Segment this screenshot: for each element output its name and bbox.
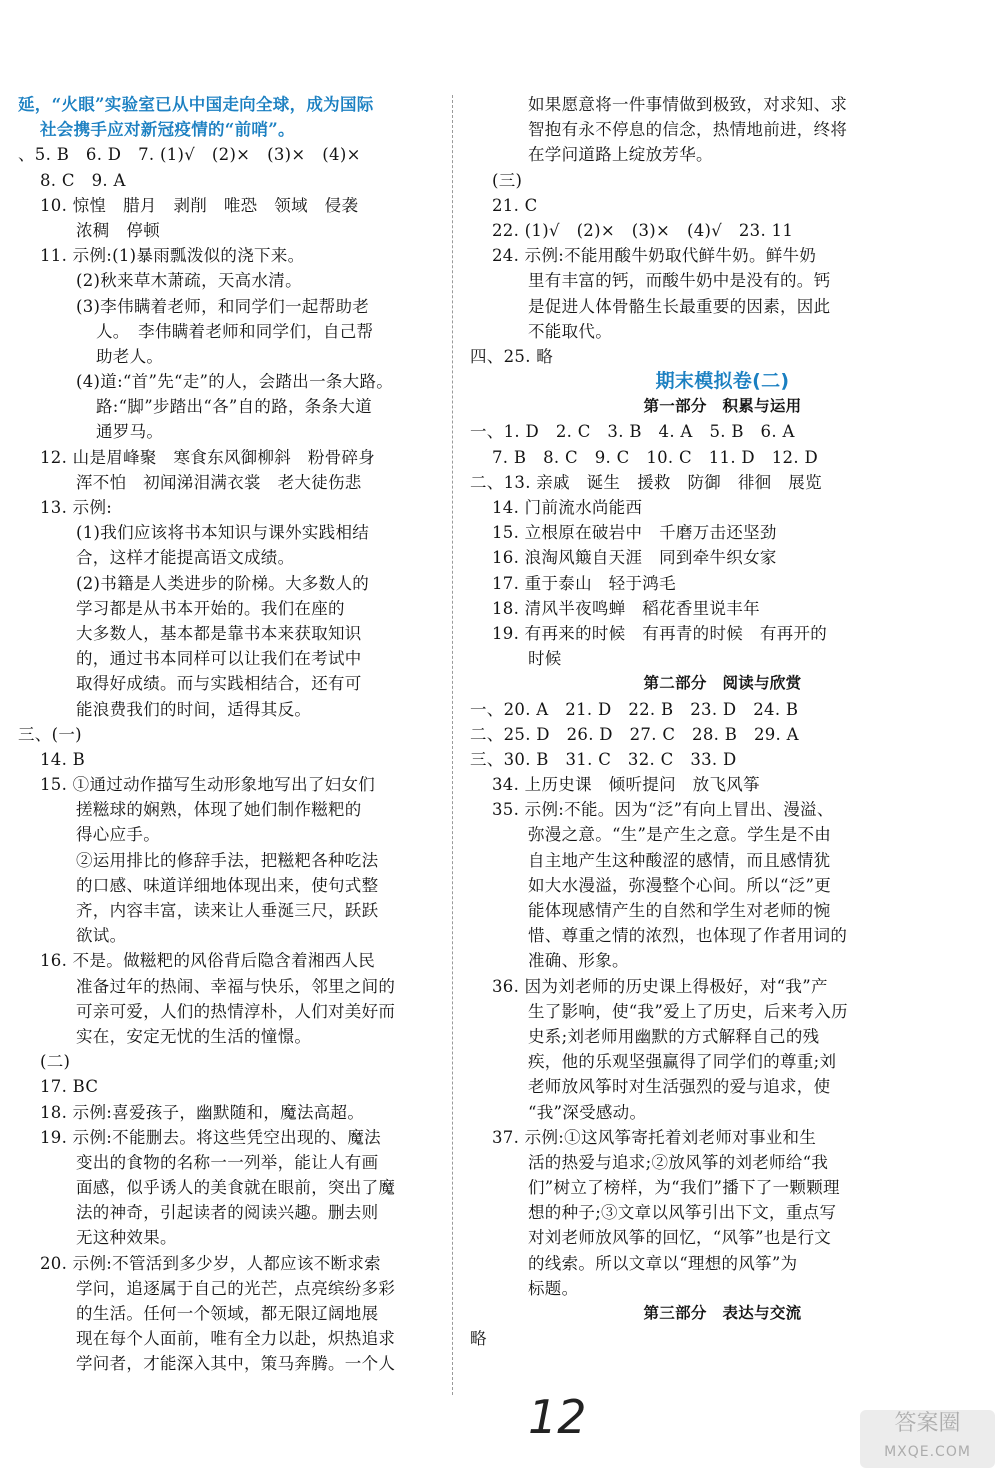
right-line: 标题。: [528, 1278, 579, 1298]
left-line: 15. ①通过动作描写生动形象地写出了妇女们: [40, 775, 376, 795]
right-line: 36. 因为刘老师的历史课上得极好，对“我”产: [492, 976, 828, 996]
right-line: 疾，他的乐观坚强赢得了同学们的尊重;刘: [528, 1052, 837, 1072]
right-line: 7. B 8. C 9. C 10. C 11. D 12. D: [492, 447, 818, 467]
left-line: 欲试。: [76, 926, 127, 946]
right-line: 三、30. B 31. C 32. C 33. D: [470, 749, 737, 769]
left-line: 社会携手应对新冠疫情的“前哨”。: [40, 120, 295, 140]
right-line: 22. (1)√ (2)× (3)× (4)√ 23. 11: [492, 220, 794, 240]
right-line: 如大水漫溢，弥漫整个心间。所以“泛”更: [528, 875, 832, 895]
left-line: 16. 不是。做糍粑的风俗背后隐含着湘西人民: [40, 951, 376, 971]
right-line: 24. 示例:不能用酸牛奶取代鲜牛奶。鲜牛奶: [492, 246, 817, 266]
left-line: 17. BC: [40, 1077, 99, 1097]
right-line: 略: [470, 1329, 487, 1349]
left-line: 通罗马。: [96, 422, 164, 442]
left-line: 得心应手。: [76, 825, 160, 845]
right-line: 不能取代。: [528, 321, 612, 341]
right-line: 的线索。所以文章以“理想的风筝”为: [528, 1253, 798, 1273]
left-line: 现在每个人面前，唯有全力以赴，炽热追求: [76, 1329, 396, 1349]
left-line: 可亲可爱，人们的热情淳朴，人们对美好而: [76, 1001, 396, 1021]
right-line: 21. C: [492, 195, 538, 215]
right-line: 34. 上历史课 倾听提问 放飞风筝: [492, 775, 760, 795]
left-line: 学问，追逐属于自己的光芒，点亮缤纷多彩: [76, 1278, 396, 1298]
left-line: 8. C 9. A: [40, 170, 126, 190]
left-line: 延，“火眼”实验室已从中国走向全球，成为国际: [18, 95, 374, 114]
right-line: 生了影响，使“我”爱上了历史，后来考入历: [528, 1001, 848, 1021]
watermark-logo: [860, 1410, 995, 1468]
left-line: (二): [40, 1052, 71, 1072]
right-line: 里有丰富的钙，而酸牛奶中是没有的。钙: [528, 271, 831, 291]
right-line: 第三部分 表达与交流: [643, 1304, 802, 1322]
watermark-text: 答案圈: [894, 1411, 961, 1436]
watermark-url: MXQE.COM: [884, 1444, 971, 1460]
left-line: 能浪费我们的时间，适得其反。: [76, 699, 312, 719]
left-line: 的，通过书本同样可以让我们在考试中: [76, 649, 362, 669]
left-line: 12. 山是眉峰聚 寒食东风御柳斜 粉骨碎身: [40, 447, 376, 467]
left-line: 搓糍球的娴熟，体现了她们制作糍粑的: [76, 800, 362, 820]
right-line: 16. 浪淘风簸自天涯 同到牵牛织女家: [492, 548, 777, 568]
right-line: (三): [492, 170, 523, 190]
right-line: 一、1. D 2. C 3. B 4. A 5. B 6. A: [470, 422, 795, 442]
left-column: [18, 92, 438, 1377]
right-line: 弥漫之意。“生”是产生之意。学生是不由: [528, 825, 832, 845]
right-line: 15. 立根原在破岩中 千磨万击还坚劲: [492, 523, 777, 543]
left-line: 、5. B 6. D 7. (1)√ (2)× (3)× (4)×: [18, 145, 361, 165]
right-line: 期末模拟卷(二): [655, 370, 790, 393]
right-line: 二、13. 亲戚 诞生 援救 防御 徘徊 展览: [470, 472, 822, 492]
right-line: 第一部分 积累与运用: [643, 397, 802, 416]
right-line: 四、25. 略: [470, 346, 554, 366]
left-line: 19. 示例:不能删去。将这些凭空出现的、魔法: [40, 1127, 381, 1147]
right-column: [470, 92, 975, 1351]
left-line: (3)李伟瞒着老师，和同学们一起帮助老: [76, 296, 370, 316]
right-line: 17. 重于泰山 轻于鸿毛: [492, 573, 676, 593]
right-line: 二、25. D 26. D 27. C 28. B 29. A: [470, 724, 799, 744]
left-line: 10. 惊惶 腊月 剥削 唯恐 领域 侵袭: [40, 195, 359, 215]
left-line: (2)秋来草木萧疏，天高水清。: [76, 271, 302, 291]
right-line: 自主地产生这种酸涩的感情，而且感情犹: [528, 850, 831, 870]
right-line: 如果愿意将一件事情做到极致，对求知、求: [528, 95, 848, 114]
left-line: 大多数人，基本都是靠书本来获取知识: [76, 623, 362, 643]
left-line: 三、(一): [18, 724, 82, 744]
right-line: 37. 示例:①这风筝寄托着刘老师对事业和生: [492, 1127, 817, 1147]
right-line: 在学问道路上绽放芳华。: [528, 145, 713, 165]
right-line: 时候: [528, 649, 562, 669]
left-line: 法的神奇，引起读者的阅读兴趣。删去则: [76, 1203, 379, 1223]
right-line: 一、20. A 21. D 22. B 23. D 24. B: [470, 699, 799, 719]
left-line: 18. 示例:喜爱孩子，幽默随和，魔法高超。: [40, 1102, 365, 1122]
left-line: 20. 示例:不管活到多少岁，人都应该不断求索: [40, 1253, 381, 1273]
right-line: 35. 示例:不能。因为“泛”有向上冒出、漫溢、: [492, 800, 834, 820]
right-line: 第二部分 阅读与欣赏: [643, 674, 802, 693]
right-line: 惜、尊重之情的浓烈，也体现了作者用词的: [528, 926, 848, 946]
left-line: (4)道:“首”先“走”的人，会踏出一条大路。: [76, 372, 394, 392]
left-line: 变出的食物的名称一一列举，能让人有画: [76, 1152, 379, 1172]
left-line: 人。 李伟瞒着老师和同学们，自己帮: [96, 321, 374, 341]
right-line: 活的热爱与追求;②放风筝的刘老师给“我: [528, 1152, 829, 1172]
right-line: 老师放风筝时对生活强烈的爱与追求，使: [528, 1077, 831, 1097]
right-line: 18. 清风半夜鸣蝉 稻花香里说丰年: [492, 598, 760, 618]
right-line: 对刘老师放风筝的回忆，“风筝”也是行文: [528, 1228, 832, 1248]
left-line: 实在，安定无忧的生活的憧憬。: [76, 1026, 312, 1046]
right-line: 是促进人体骨骼生长最重要的因素，因此: [528, 296, 831, 316]
left-line: 助老人。: [96, 346, 164, 366]
right-line: “我”深受感动。: [528, 1102, 647, 1122]
left-line: (1)我们应该将书本知识与课外实践相结: [76, 523, 370, 543]
right-line: 19. 有再来的时候 有再青的时候 有再开的: [492, 623, 828, 643]
left-line: 学习都是从书本开始的。我们在座的: [76, 598, 345, 618]
left-line: 取得好成绩。而与实践相结合，还有可: [76, 674, 362, 694]
left-line: 合，这样才能提高语文成绩。: [76, 548, 295, 568]
right-line: 史系;刘老师用幽默的方式解释自己的残: [528, 1026, 820, 1046]
right-line: 想的种子;③文章以风筝引出下文，重点写: [528, 1203, 837, 1223]
column-divider: [452, 95, 453, 1395]
left-line: 齐，内容丰富，读来让人垂涎三尺，跃跃: [76, 901, 379, 920]
left-line: 准备过年的热闹、幸福与快乐，邻里之间的: [76, 976, 396, 996]
left-line: ②运用排比的修辞手法，把糍粑各种吃法: [76, 850, 379, 870]
page-number: 12: [528, 1390, 587, 1444]
right-line: 智抱有永不停息的信念，热情地前进，终将: [528, 120, 848, 140]
left-line: 浑不怕 初闻涕泪满衣裳 老大徒伤悲: [76, 472, 362, 492]
right-line: 们”树立了榜样，为“我们”播下了一颗颗理: [528, 1178, 840, 1198]
left-line: 路:“脚”步踏出“各”自的路，条条大道: [96, 397, 373, 417]
left-line: 无这种效果。: [76, 1228, 177, 1248]
right-line: 能体现感情产生的自然和学生对老师的惋: [528, 901, 831, 920]
left-line: 学问者，才能深入其中，策马奔腾。一个人: [76, 1354, 396, 1374]
left-line: 14. B: [40, 749, 86, 769]
left-line: (2)书籍是人类进步的阶梯。大多数人的: [76, 573, 370, 593]
left-line: 13. 示例:: [40, 498, 113, 517]
left-line: 面感，似乎诱人的美食就在眼前，突出了魔: [76, 1178, 396, 1198]
right-line: 14. 门前流水尚能西: [492, 498, 643, 517]
left-line: 的生活。任何一个领域，都无限辽阔地展: [76, 1304, 379, 1323]
left-line: 浓稠 停顿: [76, 220, 160, 240]
left-line: 11. 示例:(1)暴雨瓢泼似的浇下来。: [40, 246, 305, 266]
right-line: 准确、形象。: [528, 951, 629, 971]
left-line: 的口感、味道详细地体现出来，使句式整: [76, 875, 379, 895]
